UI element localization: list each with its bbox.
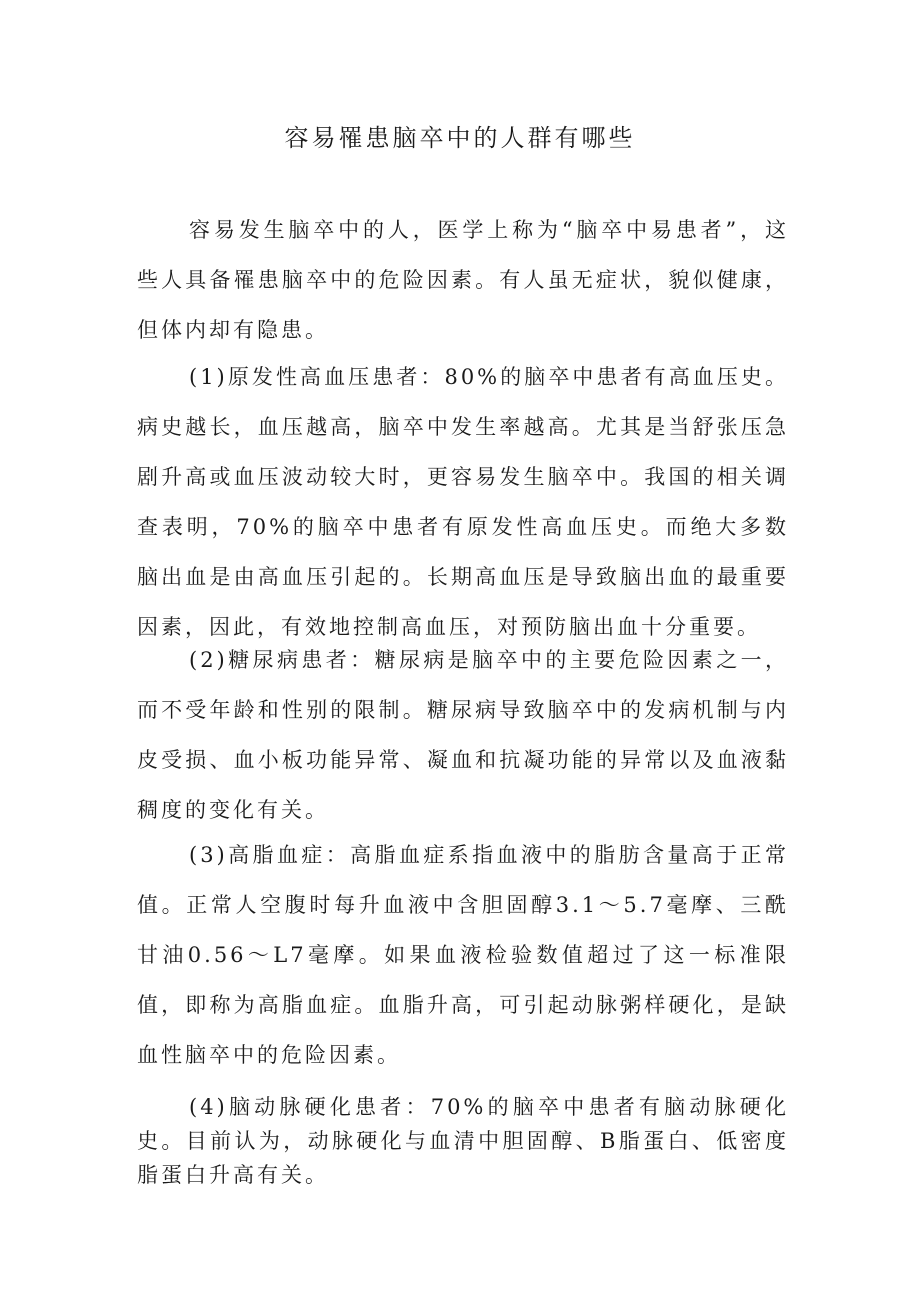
paragraph-intro: 容易发生脑卒中的人，医学上称为“脑卒中易患者”，这些人具备罹患脑卒中的危险因素。有人虽无症状，貌似健康，但体内却有隐患。	[137, 218, 789, 342]
paragraph-hypertension: (1)原发性高血压患者：80%的脑卒中患者有高血压史。病史越长，血压越高，脑卒中发生率越高。尤其是当舒张压急剧升高或血压波动较大时，更容易发生脑卒中。我国的相关调查表明，70%的脑卒中患者有原发性高血压史。而绝大多数脑出血是由高血压引起的。长期高血压是导致脑出血的最重要因素，因此，有效地控制高血压，对预防脑出血十分重要。	[137, 365, 789, 639]
paragraph-hyperlipidemia: (3)高脂血症：高脂血症系指血液中的脂肪含量高于正常值。正常人空腹时每升血液中含胆固醇3.1～5.7毫摩、三酰甘油0.56～L7毫摩。如果血液检验数值超过了这一标准限值，即称为高脂血症。血脂升高，可引起动脉粥样硬化，是缺血性脑卒中的危险因素。	[137, 843, 789, 1067]
paragraph-arteriosclerosis: (4)脑动脉硬化患者：70%的脑卒中患者有脑动脉硬化史。目前认为，动脉硬化与血清中胆固醇、B脂蛋白、低密度脂蛋白升高有关。	[137, 1095, 789, 1187]
paragraph-diabetes: (2)糖尿病患者：糖尿病是脑卒中的主要危险因素之一，而不受年龄和性别的限制。糖尿病导致脑卒中的发病机制与内皮受损、血小板功能异常、凝血和抗凝功能的异常以及血液黏稠度的变化有关。	[137, 648, 789, 822]
document-title: 容易罹患脑卒中的人群有哪些	[284, 124, 636, 152]
